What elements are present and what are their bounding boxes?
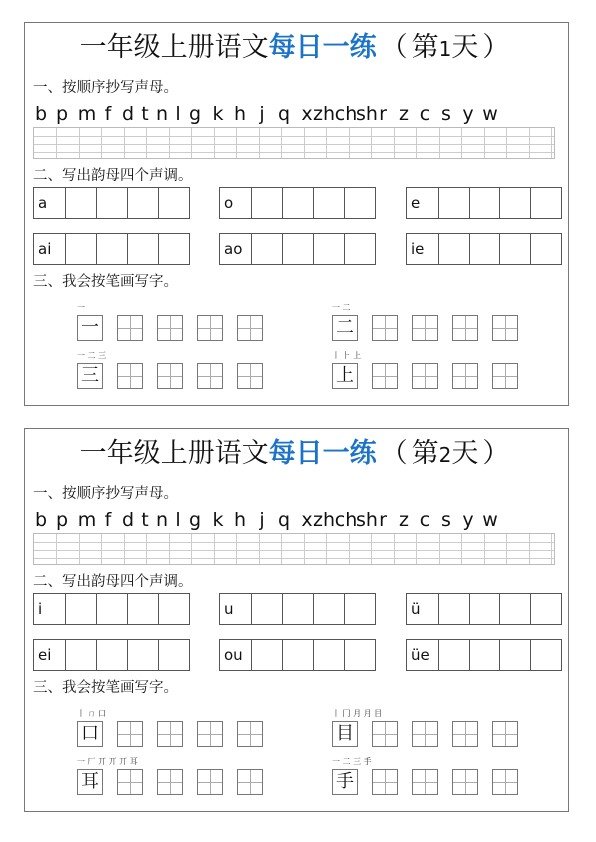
initial-letter: zh [312,509,336,531]
tianzige-box [77,363,103,389]
initial-letter: f [104,509,112,531]
tianzige-box [157,721,183,747]
tone-cell [344,594,375,624]
stroke-order: 一 二 三 手 [332,757,372,766]
title-highlight: 每日一练 [268,438,377,469]
tone-cell [438,640,469,670]
tone-cell [158,188,189,218]
initial-letter: k [212,103,224,125]
initial-letter: y [462,103,474,125]
tianzige-box [412,315,438,341]
section-heading-strokes: 三、我会按笔画写字。 [33,680,178,696]
tianzige-box [237,721,263,747]
initial-letter: d [121,509,135,531]
grid-line [506,534,507,564]
initial-letter: j [259,509,265,531]
initial-letter: p [55,509,69,531]
grid-line [34,152,554,153]
initial-letter: w [482,103,498,125]
model-character: 手 [333,770,357,794]
grid-line [551,534,552,564]
grid-line [461,128,462,158]
title-prefix: 一年级上册语文 [79,32,269,63]
tone-cell [344,188,375,218]
initial-letter: f [104,103,112,125]
tianzige-box [237,769,263,795]
tianzige-box [492,769,518,795]
final-tone-box [406,593,562,625]
tone-cell [251,188,282,218]
initial-letter: l [175,509,181,531]
title-prefix: 一年级上册语文 [79,438,269,469]
tone-cell [65,640,96,670]
initial-letter: z [399,509,409,531]
tone-cell [438,234,469,264]
initial-letter: g [188,103,202,125]
grid-line [259,534,260,564]
final-tone-box [219,187,376,219]
tone-cell [344,234,375,264]
grid-line [326,534,327,564]
grid-line [191,534,192,564]
tone-cell [282,594,313,624]
tone-cell [313,188,344,218]
grid-line [506,128,507,158]
grid-line [56,128,57,158]
grid-line [191,128,192,158]
tianzige-box [332,769,358,795]
grid-line [34,136,554,137]
initial-letter: b [34,103,48,125]
grid-line [281,128,282,158]
initial-letter: j [259,103,265,125]
final-tone-box [406,187,562,219]
tianzige-box [157,363,183,389]
tianzige-box [157,315,183,341]
stroke-order: 丨 ㄇ 口 [77,709,107,718]
grid-line [416,534,417,564]
tianzige-box [452,721,478,747]
initial-letter: x [301,103,313,125]
initial-letter: l [175,103,181,125]
final-tone-box [33,187,190,219]
final-label: o [224,194,234,212]
tone-cell [127,188,158,218]
final-label: a [38,194,48,212]
final-tone-box [33,233,190,265]
tianzige-box [77,315,103,341]
final-label: üe [411,646,430,664]
tone-cell [251,594,282,624]
grid-line [529,534,530,564]
tone-cell [530,640,561,670]
initial-letter: s [441,509,451,531]
tone-cell [251,234,282,264]
grid-line [79,128,80,158]
grid-line [146,128,147,158]
tianzige-box [197,363,223,389]
title-day-unit: 天 [451,438,479,469]
final-label: ao [224,240,243,258]
tone-cell [158,640,189,670]
title-day-number: 1 [438,37,452,61]
grid-line [394,534,395,564]
stroke-order: 丨 ⺊ 上 [332,351,362,360]
tone-cell [127,234,158,264]
section-heading-finals: 二、写出韵母四个声调。 [33,168,193,184]
final-label: e [411,194,421,212]
initial-letter: p [55,103,69,125]
worksheet-day-2 [24,428,569,812]
initial-letter: n [155,509,169,531]
initial-letter: sh [356,103,378,125]
model-character: 口 [78,722,102,746]
grid-line [34,550,554,551]
grid-line [236,128,237,158]
tianzige-box [117,769,143,795]
tianzige-box [492,315,518,341]
section-heading-initials: 一、按顺序抄写声母。 [33,486,178,502]
initial-letter: k [212,509,224,531]
tone-cell [438,594,469,624]
tone-cell [96,594,127,624]
tianzige-box [117,721,143,747]
final-tone-box [219,639,376,671]
tone-cell [251,640,282,670]
grid-line [56,534,57,564]
title-day-label: 第 [411,438,439,469]
initial-letter: ch [334,509,358,531]
final-tone-box [219,233,376,265]
grid-line [101,534,102,564]
title-open: （ [380,32,408,63]
tone-cell [65,188,96,218]
tone-cell [469,594,500,624]
grid-line [304,534,305,564]
tianzige-box [412,769,438,795]
initial-letter: d [121,103,135,125]
final-tone-box [33,639,190,671]
section-heading-initials: 一、按顺序抄写声母。 [33,80,178,96]
grid-line [124,534,125,564]
stroke-order: 丨 冂 月 月 目 [332,709,383,718]
section-heading-strokes: 三、我会按笔画写字。 [33,274,178,290]
grid-line [169,534,170,564]
grid-line [259,128,260,158]
title-close: ） [482,438,510,469]
final-tone-box [219,593,376,625]
worksheet-day-1 [24,22,569,406]
initial-letter: b [34,509,48,531]
tianzige-box [412,721,438,747]
initial-letter: c [419,103,431,125]
grid-line [214,128,215,158]
grid-line [281,534,282,564]
initial-letter: q [277,103,291,125]
tianzige-box [237,363,263,389]
tone-cell [313,640,344,670]
tianzige-box [372,315,398,341]
final-tone-box [406,233,562,265]
stroke-order: 一 二 三 [77,351,107,360]
title-day-label: 第 [411,32,439,63]
grid-line [146,534,147,564]
tone-cell [282,234,313,264]
grid-line [439,128,440,158]
grid-line [484,128,485,158]
initial-letter: r [379,103,387,125]
final-label: u [224,600,234,618]
grid-line [326,128,327,158]
tianzige-box [197,769,223,795]
grid-line [371,534,372,564]
tone-cell [530,188,561,218]
initial-letter: t [141,103,149,125]
tianzige-box [372,721,398,747]
tone-cell [469,188,500,218]
tianzige-box [452,363,478,389]
initials-row [25,509,570,531]
initial-letter: zh [312,103,336,125]
initial-letter: c [419,509,431,531]
final-label: i [38,600,43,618]
grid-line [529,128,530,158]
initial-letter: m [77,509,97,531]
tianzige-box [492,721,518,747]
initial-letter: z [399,103,409,125]
initial-letter: r [379,509,387,531]
grid-line [304,128,305,158]
initial-letter: s [441,103,451,125]
tianzige-box [452,769,478,795]
tianzige-box [332,363,358,389]
tone-cell [313,594,344,624]
tianzige-box [117,363,143,389]
tianzige-box [452,315,478,341]
initial-letter: n [155,103,169,125]
initial-letter: h [233,509,247,531]
tone-cell [438,188,469,218]
title-day-number: 2 [438,443,452,467]
tianzige-box [332,721,358,747]
tone-cell [469,640,500,670]
tone-cell [65,594,96,624]
grid-line [371,128,372,158]
initial-letter: sh [356,509,378,531]
tianzige-box [237,315,263,341]
grid-line [416,128,417,158]
tone-cell [127,640,158,670]
title-day-unit: 天 [451,32,479,63]
grid-line [34,542,554,543]
tone-cell [96,234,127,264]
model-character: 耳 [78,770,102,794]
initial-letter: w [482,509,498,531]
tone-cell [65,234,96,264]
final-label: ou [224,646,243,664]
grid-line [394,128,395,158]
tone-cell [127,594,158,624]
grid-line [34,144,554,145]
grid-line [169,128,170,158]
tianzige-box [332,315,358,341]
pinyin-writing-grid [33,127,555,159]
tone-cell [282,188,313,218]
initial-letter: g [188,509,202,531]
tone-cell [344,640,375,670]
tone-cell [313,234,344,264]
tianzige-box [157,769,183,795]
tone-cell [499,234,530,264]
model-character: 二 [333,316,357,340]
final-tone-box [406,639,562,671]
grid-line [349,128,350,158]
grid-line [439,534,440,564]
initials-row [25,103,570,125]
tone-cell [469,234,500,264]
model-character: 上 [333,364,357,388]
tone-cell [499,188,530,218]
final-label: ei [38,646,52,664]
tianzige-box [492,363,518,389]
tone-cell [158,234,189,264]
tone-cell [282,640,313,670]
model-character: 一 [78,316,102,340]
grid-line [349,534,350,564]
final-label: ü [411,600,421,618]
model-character: 三 [78,364,102,388]
initial-letter: t [141,509,149,531]
stroke-order: 一 [77,303,85,312]
tianzige-box [372,363,398,389]
grid-line [34,558,554,559]
initial-letter: h [233,103,247,125]
model-character: 目 [333,722,357,746]
grid-line [214,534,215,564]
initial-letter: x [301,509,313,531]
grid-line [79,534,80,564]
stroke-order: 一 二 [332,303,351,312]
tianzige-box [77,721,103,747]
pinyin-writing-grid [33,533,555,565]
tianzige-box [117,315,143,341]
tone-cell [499,594,530,624]
initial-letter: y [462,509,474,531]
title-highlight: 每日一练 [268,32,377,63]
initial-letter: q [277,509,291,531]
worksheet-title [25,437,568,472]
section-heading-finals: 二、写出韵母四个声调。 [33,574,193,590]
final-tone-box [33,593,190,625]
tianzige-box [77,769,103,795]
grid-line [124,128,125,158]
initial-letter: m [77,103,97,125]
tianzige-box [197,721,223,747]
grid-line [461,534,462,564]
tone-cell [158,594,189,624]
tone-cell [96,188,127,218]
tone-cell [96,640,127,670]
final-label: ie [411,240,425,258]
tone-cell [499,640,530,670]
title-close: ） [482,32,510,63]
final-label: ai [38,240,52,258]
title-open: （ [380,438,408,469]
tianzige-box [197,315,223,341]
initial-letter: ch [334,103,358,125]
grid-line [236,534,237,564]
tianzige-box [372,769,398,795]
tone-cell [530,234,561,264]
grid-line [484,534,485,564]
stroke-order: 一 厂 丌 丌 丌 耳 [77,757,138,766]
grid-line [101,128,102,158]
tone-cell [530,594,561,624]
grid-line [551,128,552,158]
worksheet-title [25,31,568,66]
tianzige-box [412,363,438,389]
